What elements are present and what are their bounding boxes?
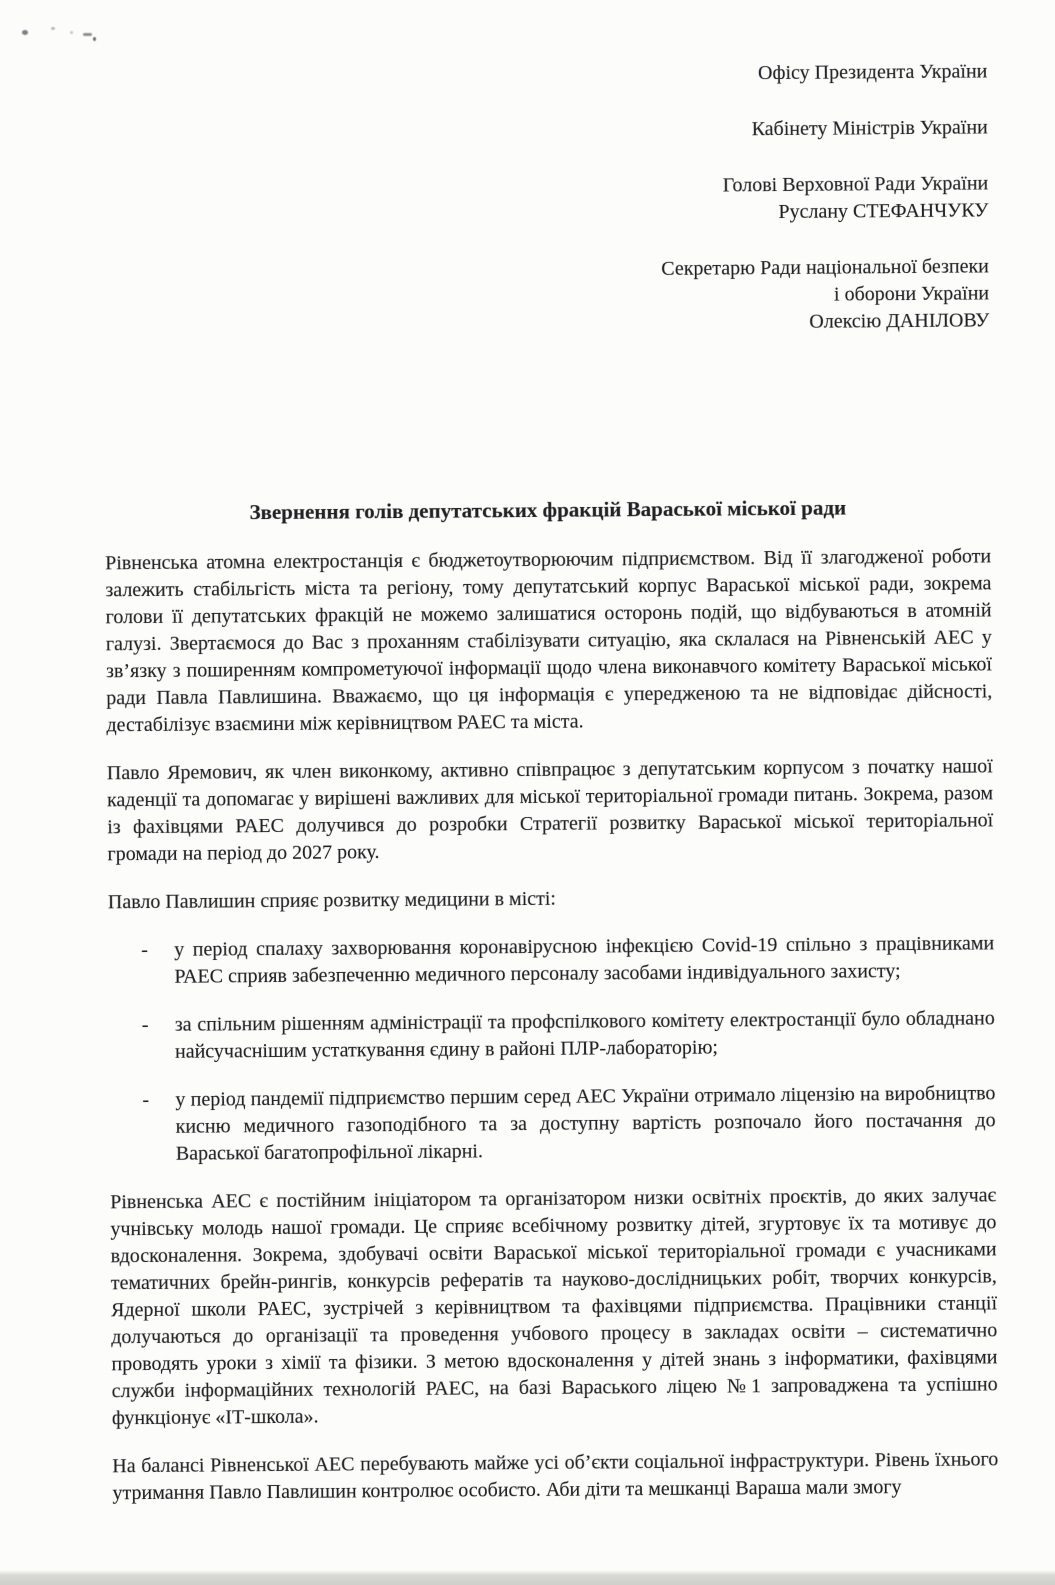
letter-content: [101, 0, 999, 1507]
bullet-marker: -: [142, 1088, 150, 1112]
addressee-line: Секретарю Ради національної безпеки: [661, 255, 989, 280]
addressee-line: Офісу Президента України: [757, 60, 988, 85]
bullet-item: [109, 1080, 996, 1168]
body-paragraph: На балансі Рівненської АЕС перебувають майже усі об’єкти соціальної інфраструктури. Рівень їхнього утримання Павло Павлишин контролює особисто. Аби діти та мешканці Вараша мали змогу: [112, 1448, 999, 1505]
body-paragraph: Рівненська атомна електростанція є бюджетоутворюючим підприємством. Від її злагодженої роботи залежить стабільгість міста та регіону, тому депутатський корпус Вараської міської ради, зокрема голови її депутатських фракцій не можемо залишатися осторонь подій, що відбуваються в атомній галузі. Звертаємося до Вас з проханням стабілізувати ситуацію, яка склалася на Рівненській АЕС у зв’язку з поширенням компрометуючої інформації щодо члена виконавчого комітету Вараської міської ради Павла Павлишина. Вважаємо, що ця інформація є упередженою та не відповідає дійсності, дестабілізує взаємини між керівництвом РАЕС та міста.: [105, 545, 993, 737]
addressee-group: [102, 170, 988, 231]
bullet-marker: -: [141, 1013, 149, 1037]
addressee-block: [101, 58, 989, 341]
body-paragraph: Павло Яремович, як член виконкому, активно співпрацює з депутатським корпусом з початку нашої каденції та допомагає у вирішені важливих для міської територіальної громади питань. Зокрема, разом із фахівцями РАЕС долучився до розробки Стратегії розвитку Вараської міської територіальної громади на період до 2027 року.: [106, 755, 994, 866]
bullet-text: за спільним рішенням адміністрації та профспілкового комітету електростанції було обладнано найсучаснішим устаткування єдину в районі ПЛР-лабораторію;: [174, 1007, 995, 1063]
addressee-line: Олексію ДАНІЛОВУ: [809, 309, 990, 333]
addressee-group: [102, 114, 988, 148]
addressee-group: [101, 58, 987, 92]
bullet-item: [108, 930, 994, 991]
document-title: Звернення голів депутатських фракцій Вараської міської ради: [249, 495, 847, 525]
addressee-line: Голові Верховної Ради України: [722, 172, 989, 197]
body-paragraph: Рівненська АЕС є постійним ініціатором та організатором низки освітніх проєктів, до яких залучає учнівську молодь нашої громади. Це сприяє всебічному розвитку дітей, згуртовує їх та мотивує до вдосконалення. Зокрема, здобувачі освіти Вараської міської територіальної громади є учасниками тематичних брейн-рингів, конкурсів рефератів та науково-дослідницьких робіт, творчих конкурсів, Ядерної школи РАЕС, зустрічей з керівництвом та фахівцями підприємства. Працівники станції долучаються до організації та проведення учбового процесу в закладах освіти – систематично проводять уроки з хімії та фізики. З метою вдосконалення у дітей знань з інформатики, фахівцями служби інформаційних технологій РАЕС, на базі Вараського ліцею №1 запроваджена та успішно функціонує «ІТ-школа».: [110, 1184, 998, 1430]
body-paragraph: Павло Павлишин сприяє розвитку медицини в місті:: [107, 887, 557, 914]
addressee-line: Руслану СТЕФАНЧУКУ: [778, 199, 989, 224]
addressee-line: Кабінету Міністрів України: [751, 116, 988, 141]
addressee-group: [103, 253, 990, 341]
bullet-text: у період пандемії підприємство першим серед АЕС України отримало ліцензію на виробництво кисню медичного газоподібного та за доступну вартість розпочало його постачання до Вараської багатопрофільної лікарні.: [175, 1082, 996, 1165]
scan-edge-shadow: [0, 1570, 1055, 1585]
bullet-list: [108, 930, 996, 1168]
bullet-item: [109, 1005, 995, 1066]
bullet-text: у період спалаху захворювання коронавірусною інфекцією Covid-19 спільно з працівниками РАЕС сприяв забезпеченню медичного персоналу засобами індивідуального захисту;: [174, 932, 995, 988]
bullet-marker: -: [141, 938, 148, 962]
addressee-line: і оборони України: [833, 282, 990, 306]
